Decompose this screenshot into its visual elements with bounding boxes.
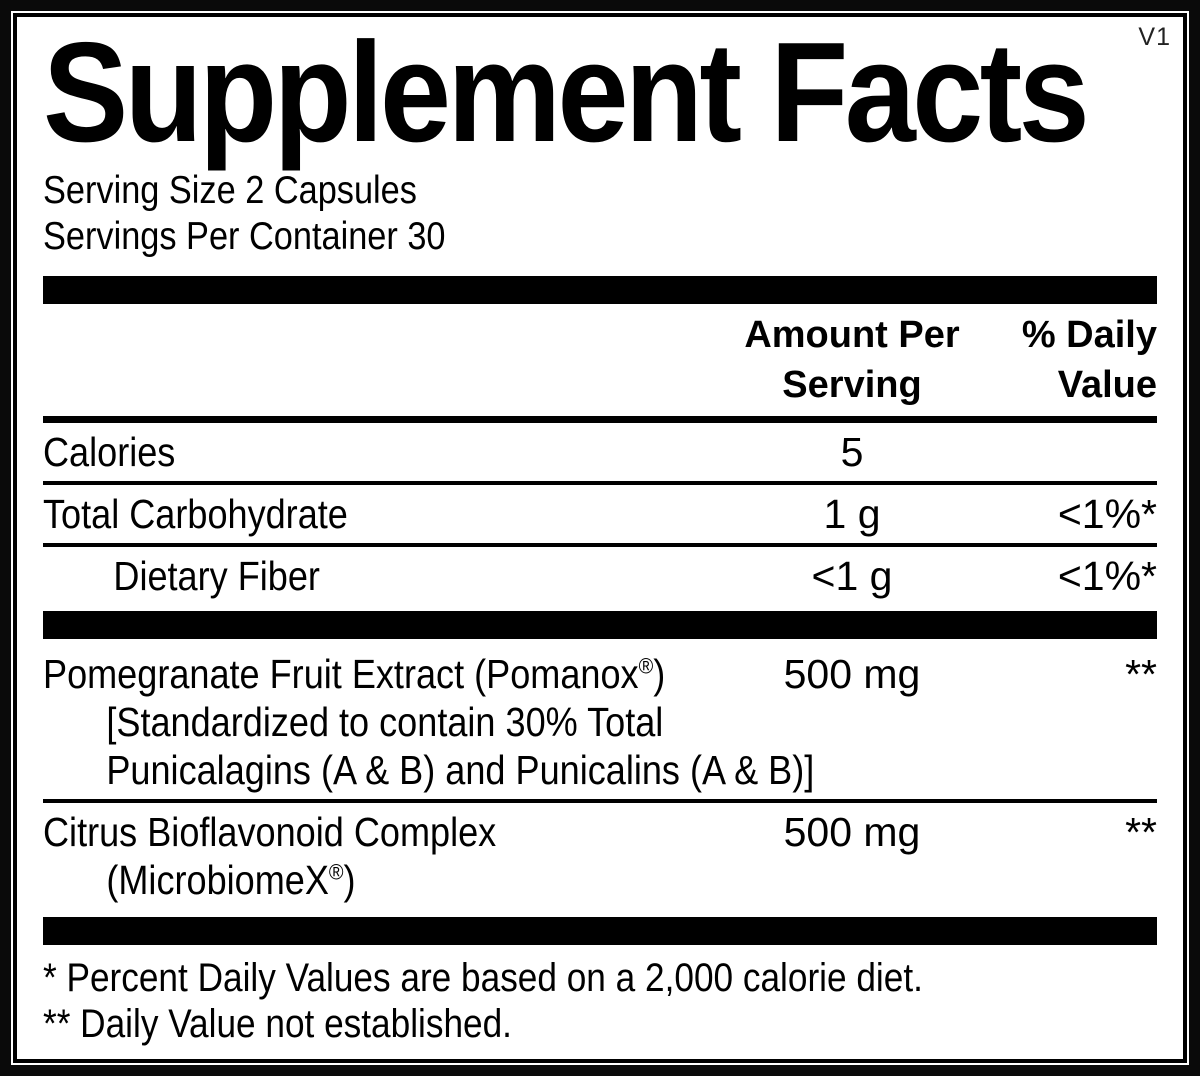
version-label: V1 bbox=[1138, 23, 1171, 51]
separator-bar-top bbox=[43, 276, 1157, 304]
header-divider bbox=[43, 416, 1157, 423]
panel-title bbox=[43, 13, 1157, 172]
row-name bbox=[43, 552, 702, 600]
separator-bar-middle bbox=[43, 611, 1157, 639]
table-row bbox=[43, 543, 1157, 605]
nutrient-rows-section bbox=[43, 423, 1157, 605]
footnote-not-established-text: ** Daily Value not established. bbox=[43, 1002, 512, 1047]
serving-info bbox=[43, 168, 1157, 260]
footnote-not-established bbox=[43, 1001, 1157, 1047]
supplement-facts-panel bbox=[13, 13, 1187, 1063]
serving-size bbox=[43, 168, 1157, 214]
row-name bbox=[43, 428, 702, 476]
panel-title-text: Supplement Facts bbox=[43, 13, 1087, 172]
row-name-text: Pomegranate Fruit Extract (Pomanox®) bbox=[43, 651, 666, 698]
row-name bbox=[43, 808, 702, 904]
row-name-text: Citrus Bioflavonoid Complex bbox=[43, 809, 497, 856]
serving-size-text: Serving Size 2 Capsules bbox=[43, 169, 417, 213]
ingredient-rows-section bbox=[43, 645, 1157, 909]
row-amount: <1 g bbox=[811, 553, 893, 600]
amount-per-serving-header-text: Amount Per Serving bbox=[744, 314, 960, 407]
row-amount: 1 g bbox=[823, 491, 881, 538]
row-daily-value: ** bbox=[1125, 809, 1157, 856]
table-row bbox=[43, 423, 1157, 481]
footnote-daily-values-text: * Percent Daily Values are based on a 2,000 calorie diet. bbox=[43, 956, 923, 1001]
daily-value-header-text: % Daily Value bbox=[1021, 314, 1157, 407]
row-daily-value: <1%* bbox=[1057, 491, 1157, 538]
footnote-daily-values bbox=[43, 955, 1157, 1001]
separator-bar-bottom bbox=[43, 917, 1157, 945]
table-row bbox=[43, 645, 1157, 799]
row-daily-value: ** bbox=[1125, 651, 1157, 698]
row-sub-line: [Standardized to contain 30% Total bbox=[106, 699, 664, 746]
daily-value-header bbox=[1002, 310, 1157, 410]
table-row bbox=[43, 481, 1157, 543]
row-sub-line: Punicalagins (A & B) and Punicalins (A & B)] bbox=[106, 747, 815, 794]
servings-per-container-text: Servings Per Container 30 bbox=[43, 215, 446, 259]
row-name-text: Calories bbox=[43, 429, 176, 476]
row-name bbox=[43, 650, 815, 794]
row-name-text: Dietary Fiber bbox=[113, 553, 320, 600]
row-amount: 500 mg bbox=[783, 651, 921, 698]
row-daily-value: <1%* bbox=[1057, 553, 1157, 600]
row-amount: 5 bbox=[840, 429, 864, 476]
footnotes bbox=[43, 945, 1157, 1047]
column-headers bbox=[43, 304, 1157, 416]
servings-per-container bbox=[43, 214, 1157, 260]
row-amount: 500 mg bbox=[783, 809, 921, 856]
amount-per-serving-header bbox=[702, 310, 1002, 410]
row-sub-line: (MicrobiomeX®) bbox=[106, 857, 356, 904]
row-name bbox=[43, 490, 702, 538]
row-name-text: Total Carbohydrate bbox=[43, 491, 348, 538]
table-row bbox=[43, 799, 1157, 909]
